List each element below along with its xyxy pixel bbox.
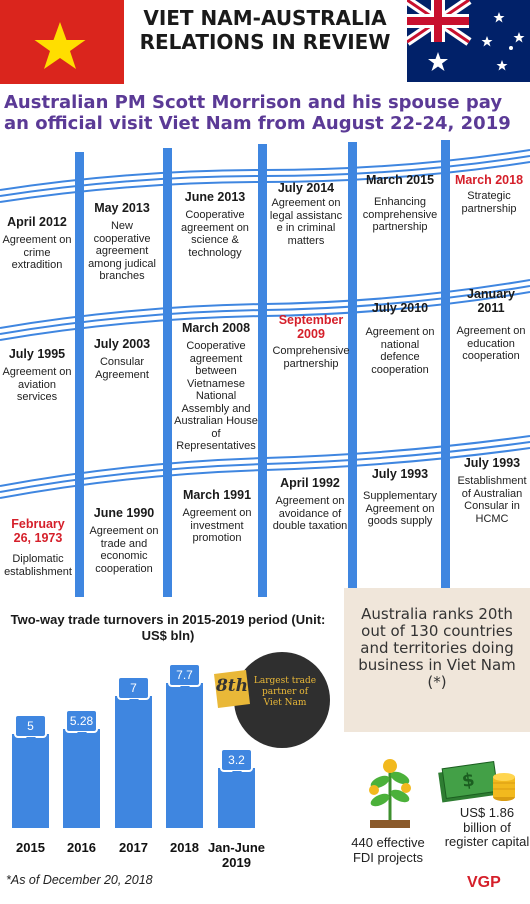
timeline-event <box>270 476 350 533</box>
timeline-event <box>86 201 158 283</box>
bar-value-label: 3.2 <box>220 748 253 772</box>
fdi-capital-text: US$ 1.86 billion of register capital <box>444 805 530 849</box>
bar-category-label: 2018 <box>170 840 199 855</box>
source-logo: VGP <box>467 874 501 891</box>
event-text: Strategic partnership <box>461 190 517 215</box>
bar-category-label: Jan-June 2019 <box>207 840 266 870</box>
event-date: July 1993 <box>463 456 521 470</box>
timeline-event <box>2 215 72 272</box>
bar-value-label: 5.28 <box>65 709 98 733</box>
event-date: January 2011 <box>467 287 515 315</box>
australia-flag-icon <box>407 0 530 82</box>
timeline-event <box>86 506 162 575</box>
timeline-event <box>2 347 72 404</box>
event-text: Agreement on avoidance of double taxation <box>272 495 348 532</box>
timeline-event <box>86 337 158 381</box>
event-text: Agreement on legal assistanc e in criminal matters <box>269 197 343 247</box>
timeline-event <box>172 321 260 453</box>
timeline-event <box>2 517 74 578</box>
event-text: Diplomatic establishment <box>4 553 72 578</box>
fdi-projects-text: 440 effective FDI projects <box>351 835 425 865</box>
ranking-text: Australia ranks 20th out of 130 countries and territories doing business in Viet Nam (*) <box>358 605 516 691</box>
event-text: Agreement on investment promotion <box>182 507 252 544</box>
bar-category-label: 2015 <box>16 840 45 855</box>
event-text: Agreement on trade and economic cooperation <box>89 525 159 575</box>
event-date: July 2014 <box>277 181 335 195</box>
trade-bar-2018 <box>166 683 203 828</box>
trade-bar-2015 <box>12 734 49 828</box>
timeline-event <box>360 301 440 376</box>
footnote: *As of December 20, 2018 <box>6 873 153 887</box>
event-date: March 2015 <box>365 173 435 187</box>
event-date: April 2012 <box>7 215 67 229</box>
event-text: New cooperative agreement among judical branches <box>88 220 156 282</box>
timeline-event <box>452 287 530 363</box>
event-date: March 2008 <box>181 321 251 335</box>
timeline-event <box>450 173 528 215</box>
event-text: Agreement on crime extradition <box>2 234 72 271</box>
visit-subtitle: Australian PM Scott Morrison and his spouse pay an official visit Viet Nam from August 22-24, 2019 <box>4 92 511 134</box>
event-date: July 2010 <box>371 301 429 315</box>
event-text: Establishment of Australian Consular in HCMC <box>457 475 527 525</box>
timeline-event <box>266 181 346 247</box>
timeline-event <box>358 467 442 528</box>
event-date: February 26, 1973 <box>11 517 65 545</box>
rank-badge-text: Largest trade partner of Viet Nam <box>253 676 317 708</box>
event-text: Consular Agreement <box>95 356 149 381</box>
timeline-event <box>176 488 258 545</box>
event-date: June 1990 <box>93 506 155 520</box>
vietnam-flag-icon <box>0 0 124 84</box>
trade-bar-Jan-June 2019 <box>218 768 255 828</box>
event-date: June 2013 <box>184 190 246 204</box>
event-text: Enhancing comprehensive partnership <box>362 196 438 233</box>
timeline-event <box>176 190 254 259</box>
bar-value-label: 7.7 <box>168 663 201 687</box>
event-text: Cooperative agreement between Vietnamese National Assembly and Australian House of Representatives <box>174 340 258 452</box>
event-date: July 2003 <box>93 337 151 351</box>
timeline-event <box>266 313 356 370</box>
trade-bar-2016 <box>63 729 100 828</box>
event-text: Comprehensive partnership <box>272 345 350 370</box>
event-text: Agreement on national defence cooperation <box>365 326 435 376</box>
event-text: Agreement on education cooperation <box>456 325 526 362</box>
money-plant-icon <box>360 750 420 830</box>
event-date: March 2018 <box>454 173 524 187</box>
timeline-event <box>360 173 440 234</box>
event-date: March 1991 <box>182 488 252 502</box>
trade-bar-2017 <box>115 696 152 828</box>
event-date: September 2009 <box>278 313 344 341</box>
rank-badge-number: 8th <box>215 676 249 696</box>
bar-category-label: 2016 <box>67 840 96 855</box>
bar-value-label: 5 <box>14 714 47 738</box>
trade-chart-title: Two-way trade turnovers in 2015-2019 period (Unit: US$ bln) <box>10 612 326 643</box>
event-text: Agreement on aviation services <box>2 366 72 403</box>
event-text: Cooperative agreement on science & technology <box>181 209 249 259</box>
bar-category-label: 2017 <box>119 840 148 855</box>
timeline-event <box>453 456 530 525</box>
event-text: Supplementary Agreement on goods supply <box>363 490 437 527</box>
event-date: April 1992 <box>280 476 340 490</box>
rank-badge <box>202 650 338 750</box>
page-title: VIET NAM-AUSTRALIA RELATIONS IN REVIEW <box>139 6 391 54</box>
svg-text:$: $ <box>460 769 477 793</box>
event-date: July 1993 <box>371 467 429 481</box>
event-date: July 1995 <box>8 347 66 361</box>
bar-value-label: 7 <box>117 676 150 700</box>
event-date: May 2013 <box>94 201 150 215</box>
cash-stack-icon <box>438 755 518 805</box>
